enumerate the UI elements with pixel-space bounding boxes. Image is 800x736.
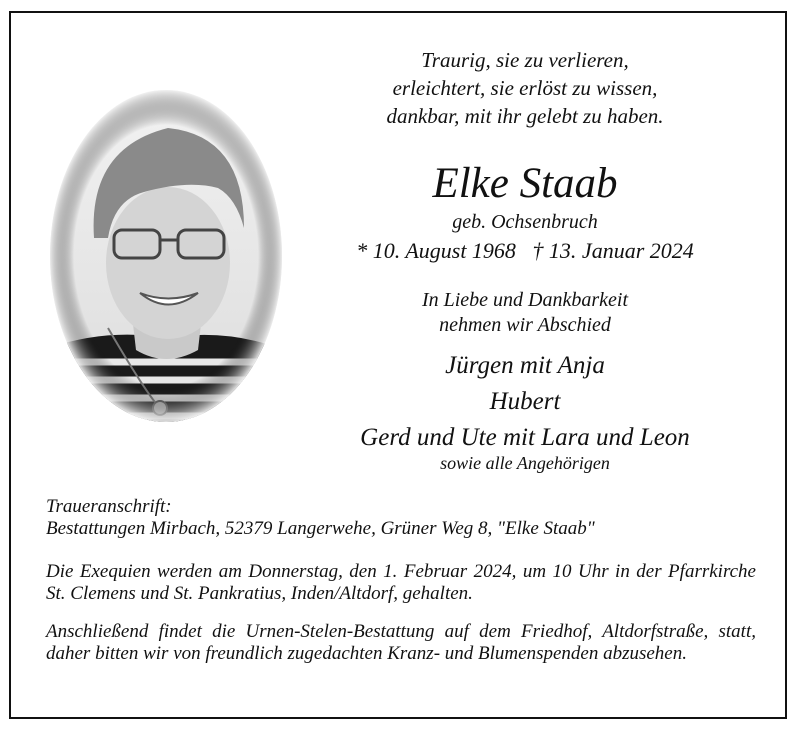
mourner-line: Hubert [489,388,561,415]
service-text: Die Exequien werden am Donnerstag, den 1. Februar 2024, um 10 Uhr in der Pfarrkirche St. Clemens und St. Pankratius, Inden/Altdorf, gehalten. [46,561,756,604]
address-label: Traueranschrift: [46,496,172,517]
poem-line: dankbar, mit ihr gelebt zu haben. [386,104,664,128]
poem-line: erleichtert, sie erlöst zu wissen, [392,76,658,100]
poem [300,46,750,130]
deceased-name: Elke Staab [432,160,618,207]
mourners [300,348,750,456]
farewell-line: nehmen wir Abschied [439,314,611,336]
relatives-line: sowie alle Angehörigen [440,453,610,473]
life-dates: * 10. August 1968 † 13. Januar 2024 [356,238,694,263]
poem-line: Traurig, sie zu verlieren, [421,48,629,72]
address-block [46,496,756,540]
portrait-photo [48,88,284,424]
burial-text: Anschließend findet die Urnen-Stelen-Bestattung auf dem Friedhof, Altdorfstraße, statt, daher bitten wir von freundlich zugedachten Kranz- und Blumenspenden abzusehen. [46,621,756,664]
mourner-line: Gerd und Ute mit Lara und Leon [360,424,690,451]
birth-name: geb. Ochsenbruch [452,211,598,233]
farewell-line: In Liebe und Dankbarkeit [421,289,629,311]
mourner-line: Jürgen mit Anja [445,352,605,379]
farewell-text [300,288,750,338]
address-text: Bestattungen Mirbach, 52379 Langerwehe, Grüner Weg 8, "Elke Staab" [46,518,595,539]
